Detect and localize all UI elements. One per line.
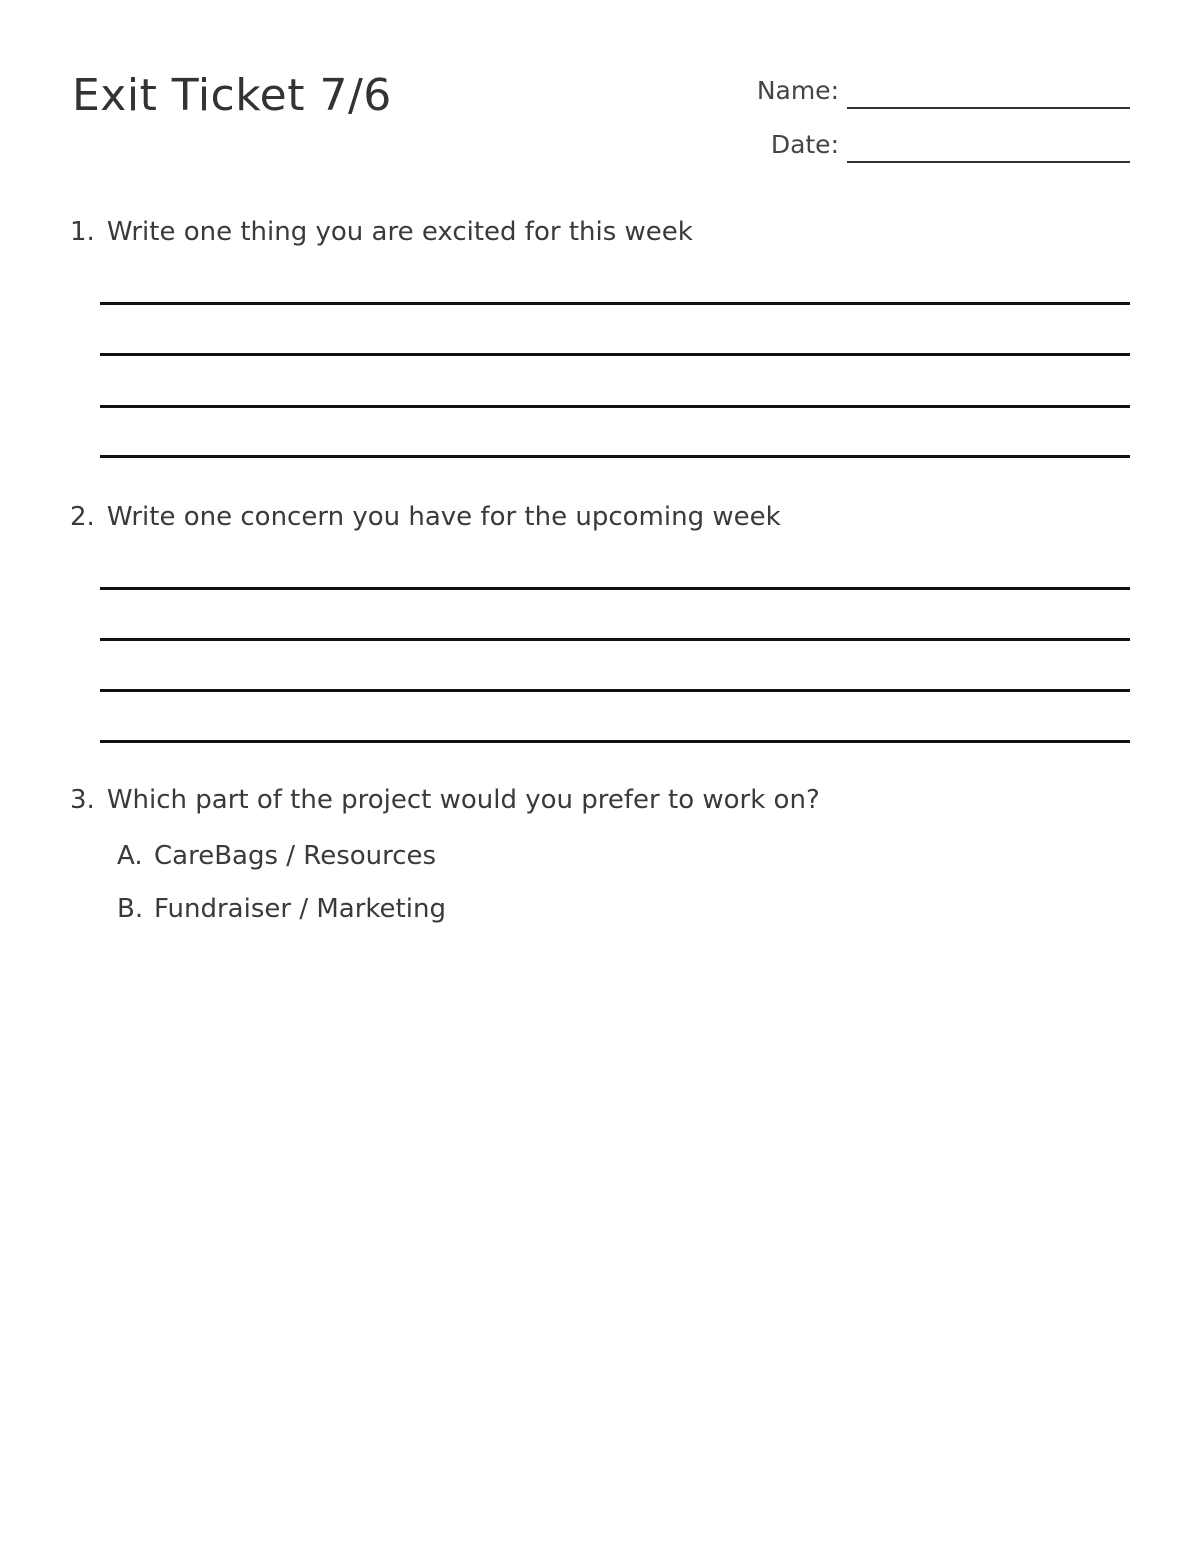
answer-line (100, 740, 1130, 743)
name-blank-line (847, 107, 1130, 109)
question-2 (70, 504, 781, 530)
question-1 (70, 219, 693, 245)
answer-line (100, 638, 1130, 641)
answer-line (100, 353, 1130, 356)
date-blank-line (847, 161, 1130, 163)
question-number: 1. (70, 217, 95, 247)
answer-line (100, 302, 1130, 305)
question-number: 3. (70, 785, 95, 815)
name-field (757, 78, 1130, 103)
option-text: Fundraiser / Marketing (154, 894, 446, 924)
answer-line (100, 455, 1130, 458)
date-field (771, 132, 1130, 157)
answer-line (100, 405, 1130, 408)
question-3 (70, 787, 820, 813)
question-number: 2. (70, 502, 95, 532)
question-text: Write one thing you are excited for this week (106, 217, 693, 247)
option-letter: B. (117, 894, 144, 924)
answer-line (100, 689, 1130, 692)
option-b (117, 896, 446, 922)
option-a (117, 843, 436, 869)
option-letter: A. (117, 841, 143, 871)
question-text: Write one concern you have for the upcoming week (106, 502, 781, 532)
answer-line (100, 587, 1130, 590)
name-label: Name: (756, 76, 839, 105)
question-text: Which part of the project would you prefer to work on? (106, 785, 820, 815)
option-text: CareBags / Resources (154, 841, 437, 871)
date-label: Date: (770, 130, 839, 159)
page-title: Exit Ticket 7/6 (72, 70, 392, 121)
